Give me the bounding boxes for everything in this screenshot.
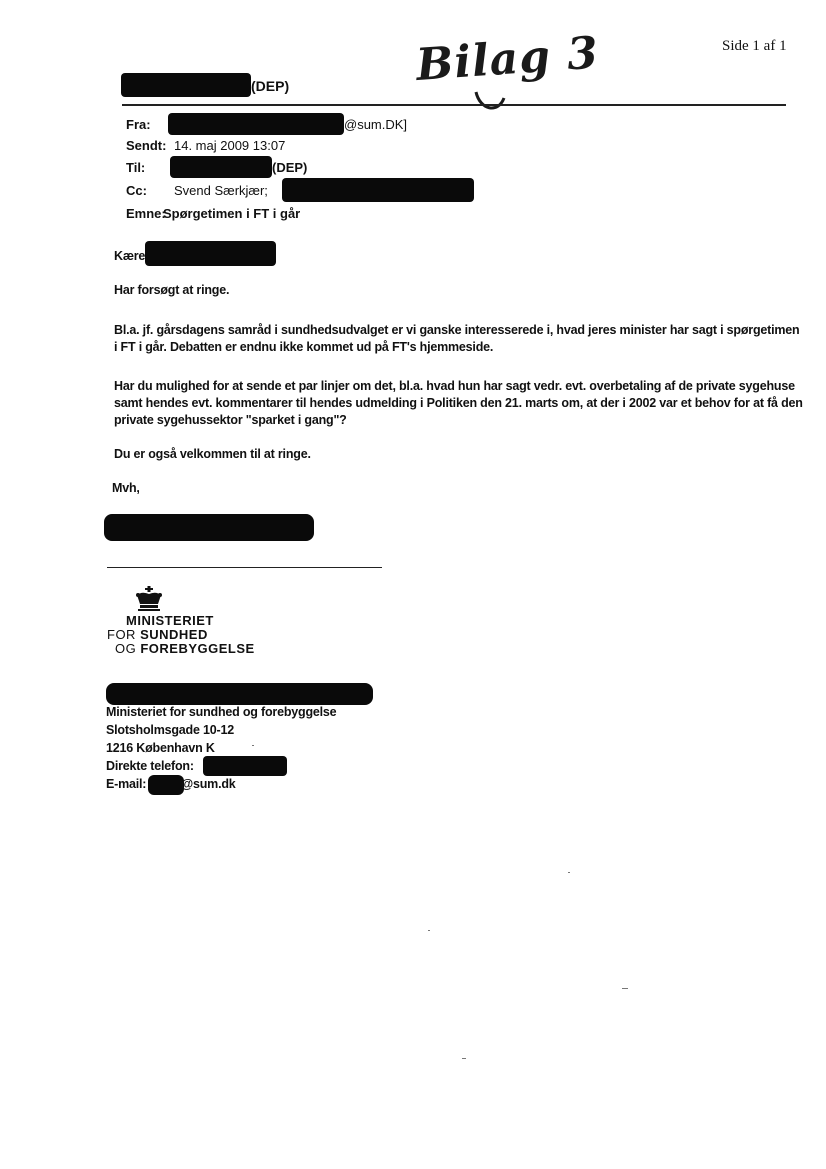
logo-line-3 (115, 642, 255, 656)
header-cc-label: Cc: (126, 183, 147, 198)
signature-org: Ministeriet for sundhed og forebyggelse (106, 705, 337, 719)
redaction-signature-name (104, 514, 314, 541)
header-cc-value: Svend Særkjær; (174, 183, 268, 198)
logo-line-2 (107, 628, 208, 642)
logo-line-3-word: FOREBYGGELSE (140, 641, 255, 656)
signature-phone-label: Direkte telefon: (106, 759, 194, 773)
scan-speck (252, 745, 254, 746)
header-sent-label: Sendt: (126, 138, 167, 153)
closing: Mvh, (112, 481, 140, 495)
header-subject-label: Emne: (126, 206, 166, 221)
header-from-label: Fra: (126, 117, 151, 132)
signature-street: Slotsholmsgade 10-12 (106, 723, 234, 737)
logo-line-3-prefix: OG (115, 641, 137, 656)
signature-email-label: E-mail: (106, 777, 147, 791)
scan-speck (568, 872, 570, 873)
redaction-to (170, 156, 272, 178)
logo-line-2-prefix: FOR (107, 627, 136, 642)
header-sent (126, 138, 174, 154)
redaction-phone (203, 756, 287, 776)
signature-divider (107, 567, 382, 568)
header-subject-value: Spørgetimen i FT i går (163, 206, 301, 221)
sender-suffix: (DEP) (251, 78, 290, 94)
redaction-greeting-name (145, 241, 276, 266)
logo-line-2-word: SUNDHED (140, 627, 208, 642)
header-cc (126, 183, 174, 199)
paragraph-1: Har forsøgt at ringe. (114, 283, 230, 297)
page-number: Side 1 af 1 (722, 38, 787, 54)
header-subject (126, 206, 166, 222)
redaction-from (168, 113, 344, 135)
paragraph-4: Du er også velkommen til at ringe. (114, 447, 311, 461)
header-from-value: @sum.DK] (344, 117, 408, 132)
scan-speck (428, 930, 430, 931)
paragraph-2: Bl.a. jf. gårsdagens samråd i sundhedsudvalget er vi ganske interesserede i, hvad jeres minister har sagt i spørgetimen i FT i går. Debatten er endnu ikke kommet ud på FT's hjemmeside. (114, 323, 800, 354)
redaction-contact-name (106, 683, 373, 705)
header-to-value: (DEP) (272, 160, 308, 175)
signature-city: 1216 København K (106, 741, 215, 755)
header-rule (122, 104, 786, 106)
redaction-sender (121, 73, 251, 97)
header-to-label: Til: (126, 160, 146, 175)
attachment-label: Bilag 3 (414, 27, 601, 91)
logo-line-1: MINISTERIET (126, 613, 214, 628)
redaction-email-user (148, 775, 184, 795)
scan-speck (622, 988, 628, 989)
scan-speck (462, 1058, 466, 1059)
paragraph-3: Har du mulighed for at sende et par linjer om det, bl.a. hvad hun har sagt vedr. evt. overbetaling af de private sygehuse samt hendes evt. kommentarer til hendes udmelding i Politiken den 21. marts om, at der i 2002 var et behov for at få den private sygehussektor "sparket i gang"? (114, 379, 803, 427)
handwriting-tail (470, 88, 510, 118)
redaction-cc (282, 178, 474, 202)
header-sent-value: 14. maj 2009 13:07 (174, 138, 286, 153)
crown-icon (134, 586, 164, 612)
greeting: Kære (114, 249, 146, 263)
signature-email-suffix: @sum.dk (181, 777, 236, 791)
